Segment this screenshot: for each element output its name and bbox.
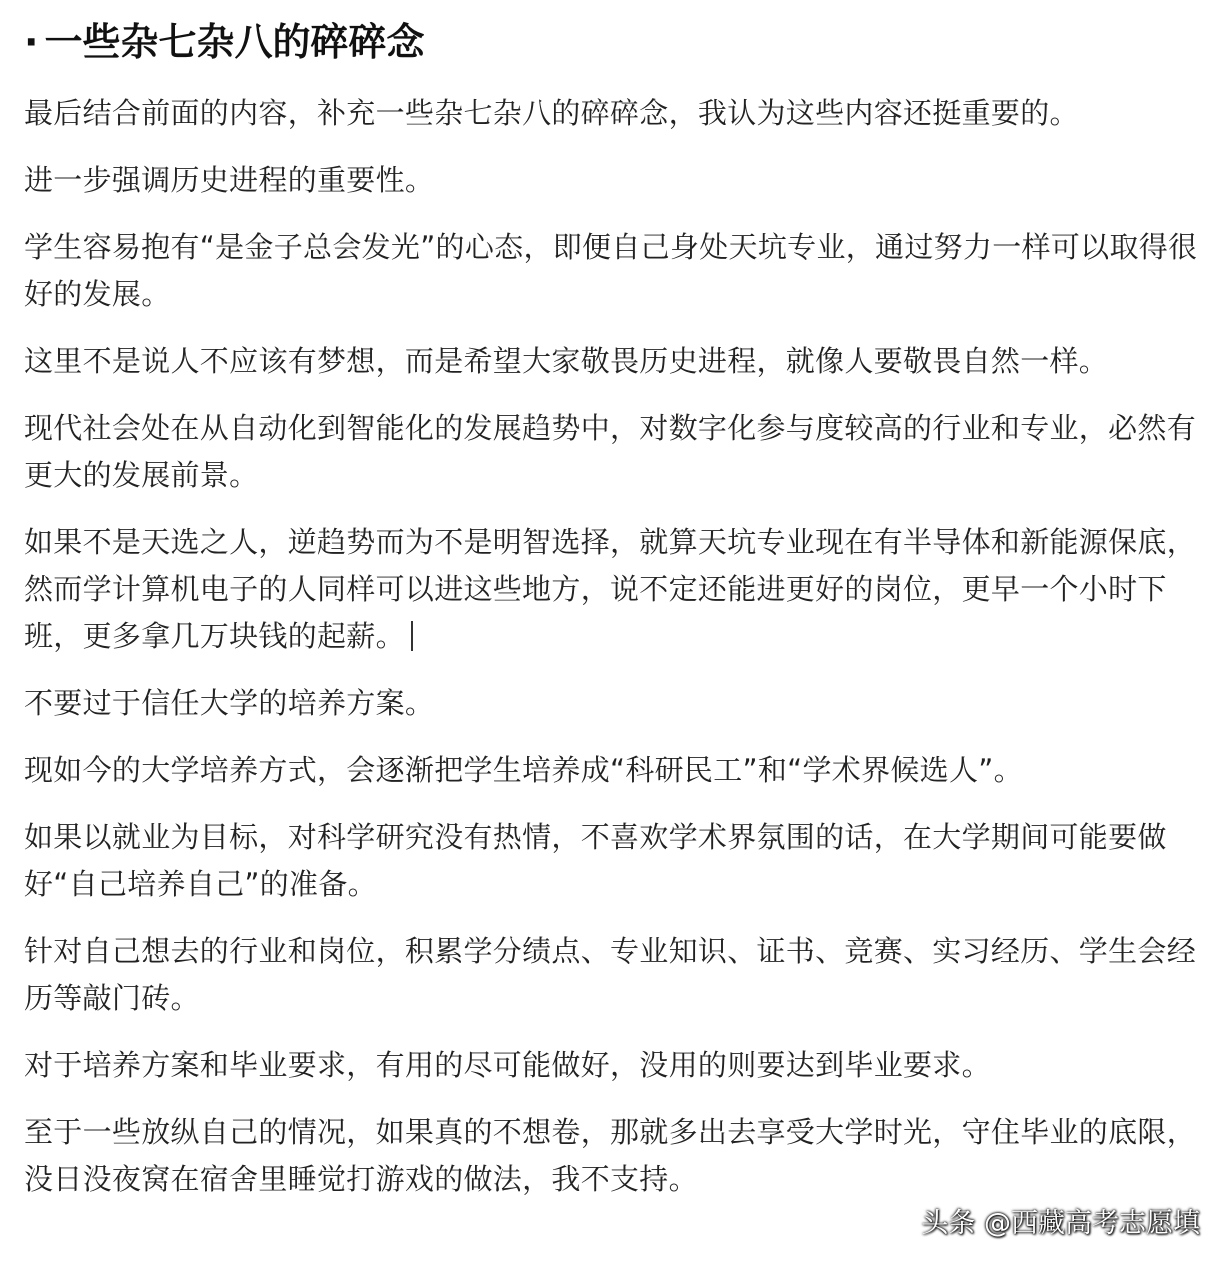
paragraph: 如果以就业为目标，对科学研究没有热情，不喜欢学术界氛围的话，在大学期间可能要做好“自己培养自己”的准备。: [24, 820, 1167, 901]
paragraph: 针对自己想去的行业和岗位，积累学分绩点、专业知识、证书、竞赛、实习经历、学生会经历等敲门砖。: [24, 934, 1197, 1015]
heading-bullet: ·: [24, 20, 39, 64]
paragraph: 不要过于信任大学的培养方案。: [24, 686, 435, 720]
watermark: 头条 @西藏高考志愿填: [921, 1208, 1200, 1239]
paragraph: 这里不是说人不应该有梦想，而是希望大家敬畏历史进程，就像人要敬畏自然一样。: [24, 344, 1109, 378]
paragraph: 至于一些放纵自己的情况，如果真的不想卷，那就多出去享受大学时光，守住毕业的底限，没日没夜窝在宿舍里睡觉打游戏的做法，我不支持。: [24, 1115, 1197, 1196]
paragraph: 学生容易抱有“是金子总会发光”的心态，即便自己身处天坑专业，通过努力一样可以取得很好的发展。: [24, 230, 1198, 311]
paragraph: 对于培养方案和毕业要求，有用的尽可能做好，没用的则要达到毕业要求。: [24, 1048, 991, 1082]
paragraph: 现如今的大学培养方式，会逐渐把学生培养成“科研民工”和“学术界候选人”。: [24, 753, 1023, 787]
text-cursor: [411, 621, 413, 651]
paragraph-text: 如果不是天选之人，逆趋势而为不是明智选择，就算天坑专业现在有半导体和新能源保底，然而学计算机电子的人同样可以进这些地方，说不定还能进更好的岗位，更早一个小时下班，更多拿几万块钱的起薪。: [24, 525, 1197, 653]
paragraph: 进一步强调历史进程的重要性。: [24, 163, 435, 197]
paragraph: 最后结合前面的内容，补充一些杂七杂八的碎碎念，我认为这些内容还挺重要的。: [24, 96, 1079, 130]
heading-text: 一些杂七杂八的碎碎念: [44, 20, 425, 64]
paragraph: 现代社会处在从自动化到智能化的发展趋势中，对数字化参与度较高的行业和专业，必然有更大的发展前景。: [24, 411, 1197, 492]
paragraph-with-cursor[interactable]: [24, 519, 1214, 660]
article-body: [24, 14, 1214, 1223]
section-heading: [24, 14, 1214, 70]
